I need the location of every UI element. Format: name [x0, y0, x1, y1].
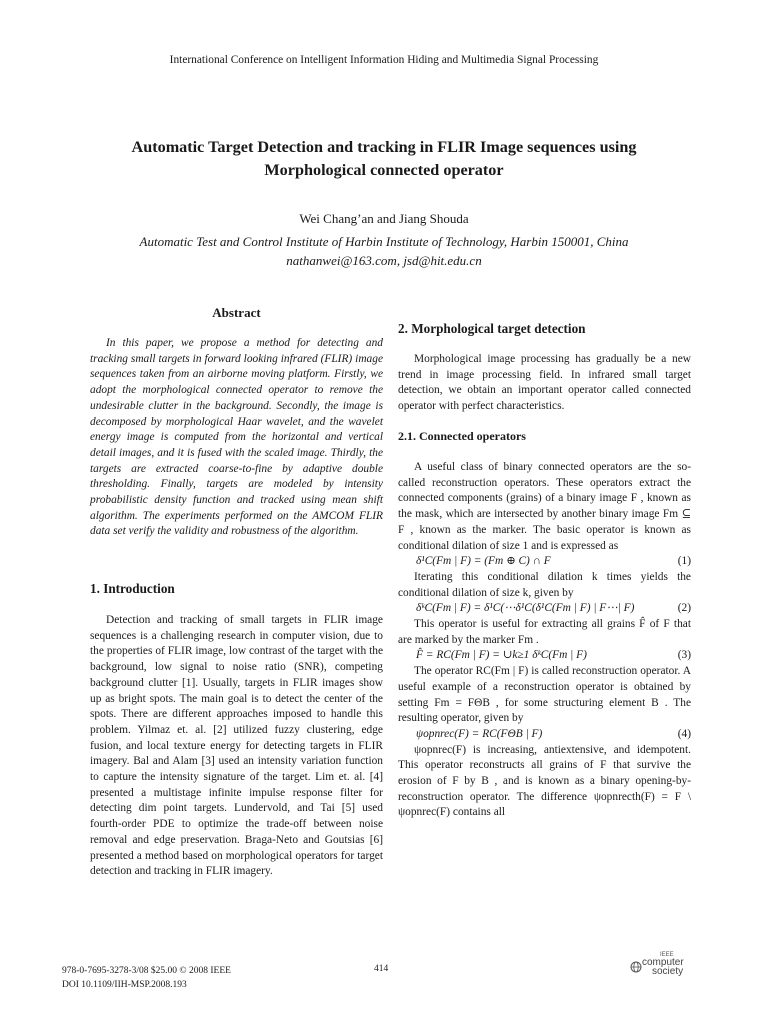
footer-doi: DOI 10.1109/IIH-MSP.2008.193: [62, 980, 187, 990]
equation-1-number: (1): [677, 555, 691, 568]
equation-1-expr: δ¹C(Fm | F) = (Fm ⊕ C) ∩ F: [416, 555, 551, 568]
emails: nathanwei@163.com, jsd@hit.edu.cn: [286, 253, 482, 268]
section2-body: [398, 352, 691, 415]
footer-publication-info: [62, 964, 231, 992]
abstract-text: In this paper, we propose a method for detecting and tracking small targets in forward looking infrared (FLIR) image sequences taken from an airborne moving platform. Firstly, we adopt the morphological connected operator to remove the undesirable clutter in the background. Secondly, the image is decomposed by morphological Haar wavelet, and the wavelet energy image is computed from the horizontal and vertical detail images, and it is fused with the scaled image. Thirdly, the targets are extracted coarse-to-fine by adaptive double thresholding. Finally, targets are modeled by intensity probabilistic density function and tracked using mean shift algorithm. The experiments performed on the AMCOM FLIR data set verify the validity and robustness of the algorithm.: [90, 337, 383, 538]
section21-paragraph-4: The operator RC(Fm | F) is called reconstruction operator. A useful example of a reconstruction operator is obtained by setting Fm = FΘB , for some structuring element B . The resulting operator, given by: [398, 665, 691, 725]
section21-paragraph-3: This operator is useful for extracting all grains F̂ of F that are marked by the marker Fm .: [398, 618, 691, 646]
logo-ieee-text: IEEE: [660, 952, 674, 958]
title-line-1: Automatic Target Detection and tracking in FLIR Image sequences using: [131, 138, 637, 156]
title-line-2: Morphological connected operator: [264, 161, 504, 179]
section21-paragraph-2: Iterating this conditional dilation k times yields the conditional dilation of size k, given by: [398, 570, 691, 599]
globe-icon: [630, 961, 642, 973]
authors: Wei Chang’an and Jiang Shouda: [299, 211, 469, 226]
abstract-heading: Abstract: [212, 305, 261, 320]
logo-wordmark: [642, 958, 684, 976]
ieee-computer-society-logo: [630, 952, 720, 982]
introduction-heading: 1. Introduction: [90, 581, 175, 596]
page-number: 414: [374, 964, 389, 974]
affiliation: Automatic Test and Control Institute of Harbin Institute of Technology, Harbin 150001, China: [139, 234, 629, 249]
equation-4: [398, 727, 691, 743]
equation-4-expr: ψopnrec(F) = RC(FΘB | F): [416, 727, 543, 740]
affiliation-block: [60, 232, 708, 270]
equation-3-number: (3): [677, 649, 691, 662]
logo-line-1: computer: [642, 957, 684, 968]
introduction-text: Detection and tracking of small targets in FLIR image sequences is a challenging research in computer vision, due to the properties of FLIR image, low contrast of the target with the background, low signal to noise ratio (SNR), competing background clutter [1]. Usually, targets in FLIR images show up as bright spots. The main goal is to detect the center of the spots. There are different approaches imposed to handle this problem. Yilmaz et. al. [2] utilized fuzzy clustering, edge fusion, and local texture energy for detecting targets in FLIR imagery. Bal and Alam [3] used an intensity variation function to capture the intensity signature of the target. Lim et. al. [4] presented a multistage infinite impulse response filter for detecting dim point targets. Lundervold, and Tai [5] used fourth-order PDE to optimize the trade-off between noise removal and edge preservation. Braga-Neto and Goutsias [6] presented a method based on morphological operators for target detection and tracking in FLIR imagery.: [90, 614, 383, 878]
equation-3-expr: F̂ = RC(Fm | F) = ∪k≥1 δᵏC(Fm | F): [416, 649, 587, 662]
section2-text: Morphological image processing has gradually be a new trend in image processing field. In infrared small target detection, we obtain an important operator called connected operator with perfect characteristics.: [398, 353, 691, 413]
paper-title: [60, 136, 708, 182]
equation-2-number: (2): [677, 602, 691, 615]
equation-2: [398, 601, 691, 617]
conference-header: International Conference on Intelligent Information Hiding and Multimedia Signal Processing: [169, 54, 599, 66]
abstract-body: [90, 336, 383, 540]
equation-2-expr: δᵏC(Fm | F) = δ¹C(⋯δ¹C(δ¹C(Fm | F) | F⋯| F): [416, 602, 635, 615]
introduction-body: [90, 613, 383, 880]
section21-heading: 2.1. Connected operators: [398, 429, 526, 443]
logo-line-2: society: [652, 966, 684, 977]
footer-isbn: 978-0-7695-3278-3/08 $25.00 © 2008 IEEE: [62, 966, 231, 976]
section21-paragraph-5: ψopnrec(F) is increasing, antiextensive, and idempotent. This operator reconstructs all grains of F that survive the erosion of F by B , and is known as a binary opening-by-reconstruction operator. The difference ψopnrecth(F) = F \ ψopnrec(F) contains all: [398, 743, 691, 819]
equation-1: [398, 554, 691, 570]
equation-3: [398, 648, 691, 664]
equation-4-number: (4): [677, 727, 691, 740]
section2-heading: 2. Morphological target detection: [398, 321, 586, 336]
section21-body: [398, 460, 691, 821]
section21-paragraph-1: A useful class of binary connected operators are the so-called reconstruction operators. These operators extract the connected components (grains) of a binary image F , known as the mask, which are intersected by another binary image Fm ⊆ F , known as the marker. The basic operator is known as conditional dilation of size 1 and is expressed as: [398, 461, 691, 552]
